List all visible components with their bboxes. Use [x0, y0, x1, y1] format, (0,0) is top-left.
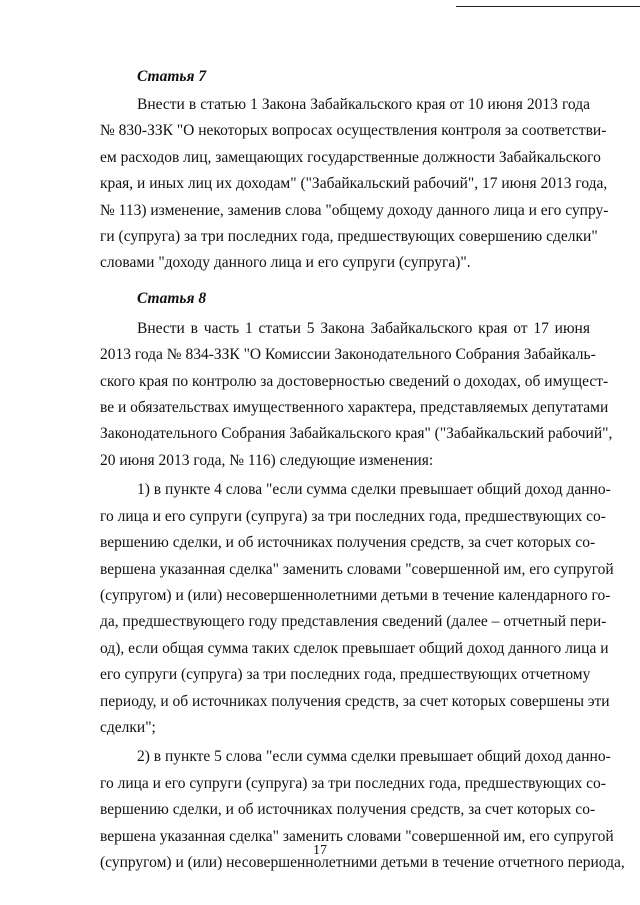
text-line: од), если общая сумма таких сделок превышает общий доход данного лица и	[100, 639, 609, 657]
article-7-text	[100, 92, 609, 277]
text-line: (супругом) и (или) несовершеннолетними детьми в течение отчетного периода,	[100, 853, 625, 871]
text-line: ского края по контролю за достоверностью сведений о доходах, об имущест-	[100, 372, 609, 390]
text-line: вершена указанная сделка" заменить словами "совершенной им, его супругой	[100, 560, 614, 578]
article-8-heading: Статья 8	[137, 289, 207, 307]
text-line: ем расходов лиц, замещающих государственные должности Забайкальского	[100, 148, 601, 166]
document-body	[100, 62, 625, 876]
text-line: № 113) изменение, заменив слова "общему доходу данного лица и его супру-	[100, 201, 609, 219]
article-8-item-1	[100, 477, 614, 741]
text-line: словами "доходу данного лица и его супруги (супруга)".	[100, 254, 471, 272]
text-line: го лица и его супруги (супруга) за три последних года, предшествующих со-	[100, 507, 606, 525]
text-line: да, предшествующего году представления сведений (далее – отчетный пери-	[100, 613, 607, 631]
text-line: края, и иных лиц их доходам" ("Забайкальский рабочий", 17 июня 2013 года,	[100, 175, 608, 193]
text-line: сделки";	[100, 718, 156, 736]
text-line: ве и обязательствах имущественного характера, представляемых депутатами	[100, 399, 609, 417]
page-number: 17	[313, 843, 327, 858]
text-line: ги (супруга) за три последних года, предшествующих совершению сделки"	[100, 228, 598, 246]
text-line: 2) в пункте 5 слова "если сумма сделки превышает общий доход данно-	[137, 748, 611, 766]
text-line: вершена указанная сделка" заменить словами "совершенной им, его супругой	[100, 827, 614, 845]
text-line: 20 июня 2013 года, № 116) следующие изменения:	[100, 451, 434, 469]
text-line: 2013 года № 834-ЗЗК "О Комиссии Законодательного Собрания Забайкаль-	[100, 346, 596, 364]
text-line: вершению сделки, и об источниках получения средств, за счет которых со-	[100, 801, 596, 819]
top-rule	[456, 6, 640, 7]
text-line: (супругом) и (или) несовершеннолетними детьми в течение календарного го-	[100, 586, 611, 604]
text-line: Законодательного Собрания Забайкальского края" ("Забайкальский рабочий",	[100, 425, 613, 443]
article-7-heading: Статья 7	[137, 68, 207, 85]
text-line: вершению сделки, и об источниках получения средств, за счет которых со-	[100, 534, 596, 552]
text-line: 1) в пункте 4 слова "если сумма сделки превышает общий доход данно-	[137, 481, 611, 499]
text-line: периоду, и об источниках получения средств, за счет которых совершены эти	[100, 692, 610, 710]
text-line: его супруги (супруга) за три последних года, предшествующих отчетному	[100, 666, 591, 684]
text-line: го лица и его супруги (супруга) за три последних года, предшествующих со-	[100, 774, 606, 792]
text-line: № 830-ЗЗК "О некоторых вопросах осуществления контроля за соответстви-	[100, 122, 607, 140]
text-line: Внести в часть 1 статьи 5 Закона Забайкальского края от 17 июня	[137, 319, 590, 337]
article-8-intro	[100, 316, 613, 474]
text-line: Внести в статью 1 Закона Забайкальского края от 10 июня 2013 года	[137, 96, 590, 113]
